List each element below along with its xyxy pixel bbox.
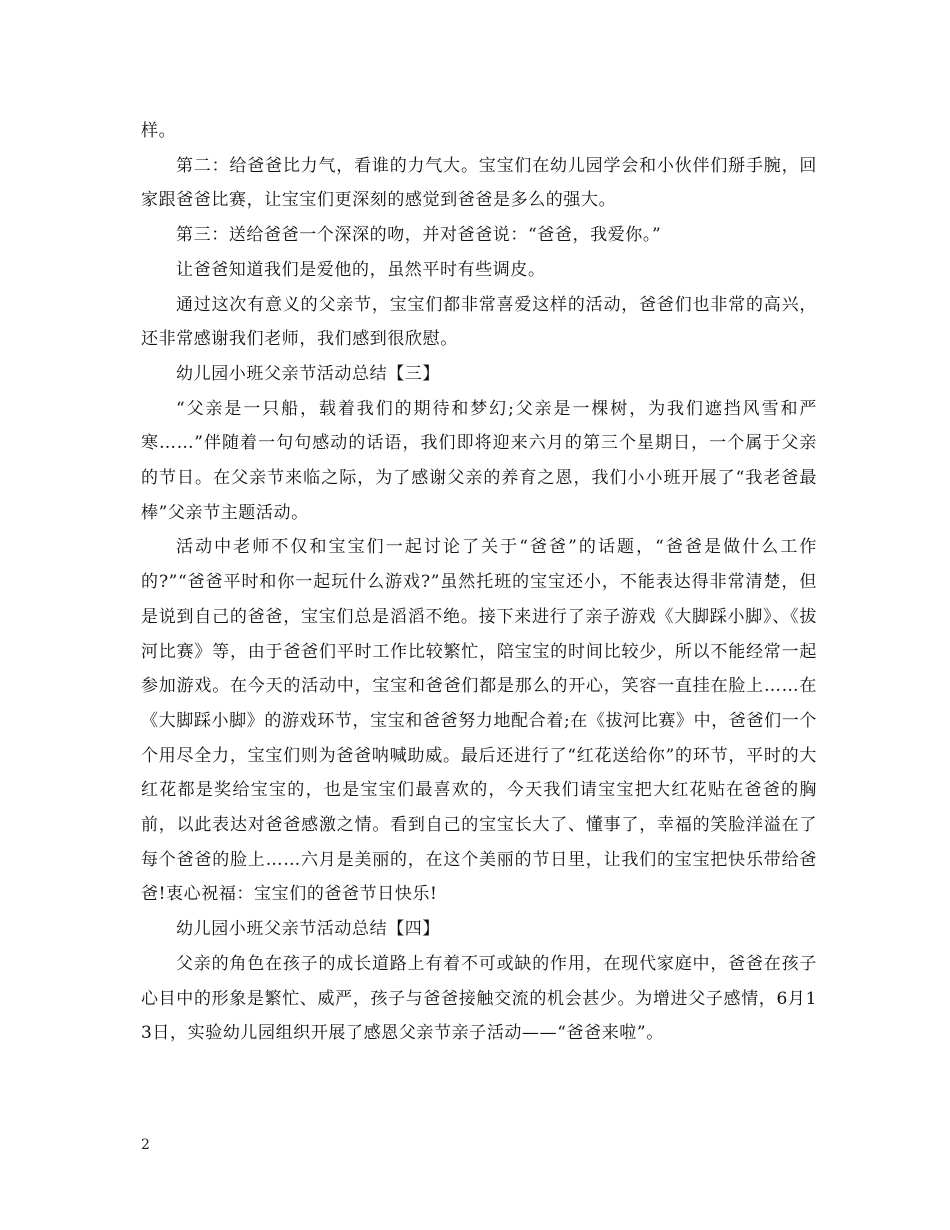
paragraph-father-role: 父亲的角色在孩子的成长道路上有着不可或缺的作用，在现代家庭中，爸爸在孩子心目中的形象是繁忙、威严，孩子与爸爸接触交流的机会甚少。为增进父子感情，6月13日，实验幼儿园组织开展了感恩父亲节亲子活动——“爸爸来啦”。 [141, 953, 817, 1044]
page-number: 2 [141, 1137, 150, 1153]
section-heading-four: 幼儿园小班父亲节活动总结【四】 [176, 919, 440, 940]
section-heading-three: 幼儿园小班父亲节活动总结【三】 [176, 363, 440, 384]
paragraph-activity-details: 活动中老师不仅和宝宝们一起讨论了关于“爸爸”的话题，“爸爸是做什么工作的?”“爸爸平时和你一起玩什么游戏?”虽然托班的宝宝还小，不能表达得非常清楚，但是说到自己的爸爸，宝宝们总是滔滔不绝。接下来进行了亲子游戏《大脚踩小脚》、《拔河比赛》等，由于爸爸们平时工作比较繁忙，陪宝宝的时间比较少，所以不能经常一起参加游戏。在今天的活动中，宝宝和爸爸们都是那么的开心，笑容一直挂在脸上……在《大脚踩小脚》的游戏环节，宝宝和爸爸努力地配合着;在《拔河比赛》中，爸爸们一个个用尽全力，宝宝们则为爸爸呐喊助威。最后还进行了“红花送给你”的环节，平时的大红花都是奖给宝宝的，也是宝宝们最喜欢的，今天我们请宝宝把大红花贴在爸爸的胸前，以此表达对爸爸感激之情。看到自己的宝宝长大了、懂事了，幸福的笑脸洋溢在了每个爸爸的脸上……六月是美丽的，在这个美丽的节日里，让我们的宝宝把快乐带给爸爸!衷心祝福：宝宝们的爸爸节日快乐! [141, 537, 817, 905]
paragraph-third-activity: 第三：送给爸爸一个深深的吻，并对爸爸说：“爸爸，我爱你。” [176, 225, 662, 246]
paragraph-second-activity: 第二：给爸爸比力气，看谁的力气大。宝宝们在幼儿园学会和小伙伴们掰手腕，回家跟爸爸比赛，让宝宝们更深刻的感觉到爸爸是多么的强大。 [141, 155, 817, 211]
paragraph-conclusion: 通过这次有意义的父亲节，宝宝们都非常喜爱这样的活动，爸爸们也非常的高兴，还非常感谢我们老师，我们感到很欣慰。 [141, 294, 817, 350]
paragraph-continuation: 样。 [141, 121, 177, 141]
paragraph-love-note: 让爸爸知道我们是爱他的，虽然平时有些调皮。 [176, 259, 546, 280]
document-body [141, 114, 817, 1051]
paragraph-father-poem: “父亲是一只船，载着我们的期待和梦幻;父亲是一棵树，为我们遮挡风雪和严寒……”伴随着一句句感动的话语，我们即将迎来六月的第三个星期日，一个属于父亲的节日。在父亲节来临之际，为了感谢父亲的养育之恩，我们小小班开展了“我老爸最棒”父亲节主题活动。 [141, 398, 817, 523]
